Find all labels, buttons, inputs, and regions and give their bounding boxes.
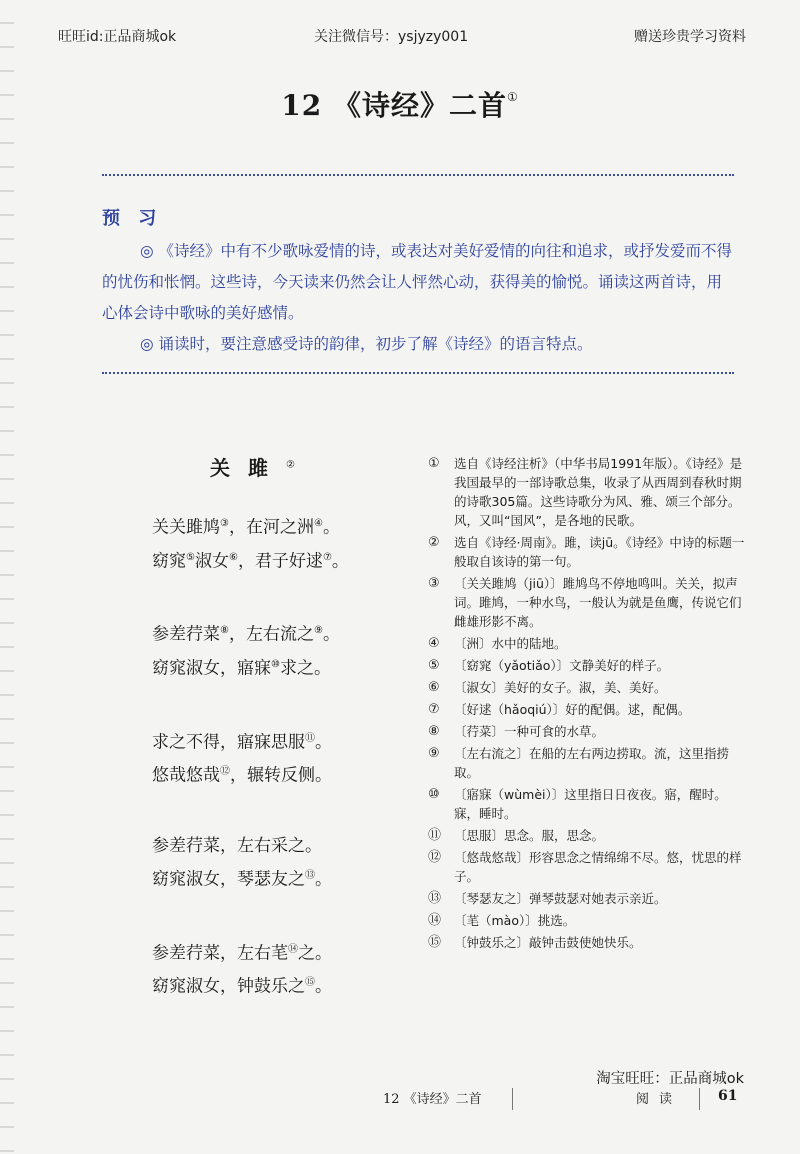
watermark-header [0,26,800,46]
poem-stanzas [152,509,402,1002]
poem-text: 淑女 [194,551,229,572]
footnote-text: 〔芼（mào）〕挑选。 [454,913,576,928]
preview-paragraph-2: ◎ 诵读时，要注意感受诗的韵律，初步了解《诗经》的语言特点。 [140,335,593,353]
preview-heading: 预 习 [102,208,163,229]
footnote-item [428,722,746,741]
poem-line [152,543,402,577]
poem-text: 参差荇菜，左右芼 [152,943,288,964]
footnote-text: 〔荇菜〕一种可食的水草。 [454,724,605,739]
footnote-number: ⑨ [428,746,440,761]
poem-stanza [152,831,402,895]
poem-text: ，左右流之 [228,624,314,645]
footnote-number: ⑭ [428,913,442,928]
footnote-number: ⑬ [428,891,442,906]
dotted-divider-top [102,174,734,176]
footnote-number: ⑦ [428,702,440,717]
footnote-text: 〔寤寐（wùmèi）〕这里指日日夜夜。寤，醒时。寐，睡时。 [454,787,727,821]
footer-shop-text: 淘宝旺旺：正品商城ok [596,1071,744,1087]
footnote-item [428,933,746,952]
note-mark: ⑬ [305,869,315,881]
poem-line [152,724,402,758]
footer-divider [512,1088,513,1110]
footnote-text: 〔好逑（hǎoqiú）〕好的配偶。逑，配偶。 [454,702,691,717]
poem-text: 。 [315,869,332,890]
note-mark: ⑮ [305,977,315,989]
footnote-item [428,700,746,719]
footnote-number: ⑧ [428,724,440,739]
poem-text: 参差荇菜，左右采之。 [152,835,322,856]
note-mark: ③ [220,518,229,529]
poem-text: ，辗转反侧。 [230,765,332,786]
footer-divider [699,1088,700,1110]
note-mark: ⑫ [220,766,230,778]
poem-text: 参差荇菜 [152,624,220,645]
footnote-number: ⑪ [428,828,442,843]
footnote-text: 〔悠哉悠哉〕形容思念之情绵绵不尽。悠，忧思的样子。 [454,850,742,884]
poem-guanju [152,452,402,1042]
poem-text: 。 [322,517,340,538]
footnote-text: 〔洲〕水中的陆地。 [454,636,567,651]
footnote-number: ⑥ [428,680,440,695]
poem-text: 之。 [298,943,332,964]
footnote-text: 选自《诗经·周南》。雎，读jū。《诗经》中诗的标题一般取自该诗的第一句。 [454,535,745,569]
poem-line [152,831,402,861]
footnote-text: 〔琴瑟友之〕弹琴鼓瑟对她表示亲近。 [454,891,667,906]
note-mark: ⑧ [220,625,229,637]
note-mark: ⑥ [228,551,238,563]
note-mark: ⑨ [313,625,323,637]
lesson-title [0,84,800,124]
poem-title-text: 关雎 [210,456,286,480]
poem-text: 求之不得，寤寐思服 [152,732,305,753]
poem-line [152,509,402,543]
poem-text: 求之。 [279,658,331,679]
note-mark: ④ [313,518,323,529]
poem-line [152,861,402,895]
poem-line [152,650,402,684]
poem-text: 窈窕淑女，寤寐 [152,658,271,679]
footnote-number: ⑩ [428,787,440,802]
footnote-item [428,454,746,530]
footnote-item [428,678,746,697]
poem-stanza [152,616,402,683]
footnote-item [428,826,746,845]
footnote-number: ① [428,456,440,471]
footnote-item [428,533,746,571]
footnote-text: 选自《诗经注析》（中华书局1991年版）。《诗经》是我国最早的一部诗歌总集，收录了从西周到春秋时期的诗歌305篇。这些诗歌分为风、雅、颂三个部分。风，又叫“国风”，是各地的民歌。 [454,456,743,528]
poem-text: 悠哉悠哉 [152,765,220,786]
poem-line [152,616,402,650]
poem-line [152,757,402,791]
poem-text: 窈窕 [152,551,186,572]
footnote-text: 〔左右流之〕在船的左右两边捞取。流，这里指捞取。 [454,746,730,780]
poem-text: ，君子好逑 [237,551,323,572]
footnote-item [428,889,746,908]
note-mark: ⑪ [305,732,315,744]
poem-line [152,935,402,969]
page-footer [0,1088,800,1112]
note-mark: ⑦ [322,551,332,563]
footnote-item [428,656,746,675]
poem-text: 窈窕淑女，琴瑟友之 [152,869,305,890]
footnote-item [428,744,746,782]
footnote-item [428,848,746,886]
poem-text: 。 [315,732,332,753]
poem-text: ，在河之洲 [228,517,314,538]
footnote-text: 〔钟鼓乐之〕敲钟击鼓使她快乐。 [454,935,642,950]
footnote-number: ② [428,535,440,550]
note-mark: ⑩ [271,658,280,670]
footnote-item [428,574,746,631]
poem-title-mark: ② [286,459,295,471]
poem-text: 关关雎鸠 [152,517,220,538]
footnote-item [428,785,746,823]
lesson-title-text: 12 《诗经》二首 [281,89,507,122]
footnote-number: ⑤ [428,658,440,673]
footnote-text: 〔窈窕（yǎotiǎo）〕文静美好的样子。 [454,658,670,673]
poem-text: 。 [322,624,340,645]
preview-section [102,204,734,360]
poem-text: 。 [315,976,332,997]
preview-paragraph-1: ◎ 《诗经》中有不少歌咏爱情的诗，或表达对美好爱情的向往和追求，或抒发爱而不得的忧伤和怅惘。这些诗，今天读来仍然会让人怦然心动，获得美的愉悦。诵读这两首诗，用心体会诗中歌咏的美好感情。 [102,242,732,322]
poem-stanza [152,724,402,791]
footnote-number: ④ [428,636,440,651]
footnote-item [428,634,746,653]
footnote-text: 〔关关雎鸠（jiū）〕雎鸠鸟不停地鸣叫。关关，拟声词。雎鸠，一种水鸟，一般认为就是鱼鹰，传说它们雌雄形影不离。 [454,576,742,629]
footer-lesson: 12 《诗经》二首 [383,1092,482,1107]
dotted-divider-bottom [102,372,734,374]
footnote-text: 〔思服〕思念。服，思念。 [454,828,605,843]
footnotes-list [428,454,746,955]
note-mark: ⑭ [288,943,298,955]
poem-stanza [152,935,402,1002]
note-mark: ⑤ [186,551,195,563]
poem-line [152,968,402,1002]
poem-stanza [152,509,402,576]
title-note-mark: ① [506,89,519,104]
footnote-text: 〔淑女〕美好的女子。淑，美、美好。 [454,680,667,695]
poem-text: 窈窕淑女，钟鼓乐之 [152,976,305,997]
page-number: 61 [718,1088,738,1104]
binding-edge [0,0,14,1154]
footnote-number: ⑮ [428,935,442,950]
footnote-item [428,911,746,930]
footer-section: 阅读 [636,1092,683,1107]
header-center-text: 关注微信号：ysjyzy001 [314,29,469,45]
header-right-text: 赠送珍贵学习资料 [634,29,746,45]
poem-text: 。 [331,551,349,572]
header-left-text: 旺旺id:正品商城ok [58,29,177,45]
poem-title [210,452,402,481]
footnote-number: ⑫ [428,850,442,865]
footnote-number: ③ [428,576,440,591]
